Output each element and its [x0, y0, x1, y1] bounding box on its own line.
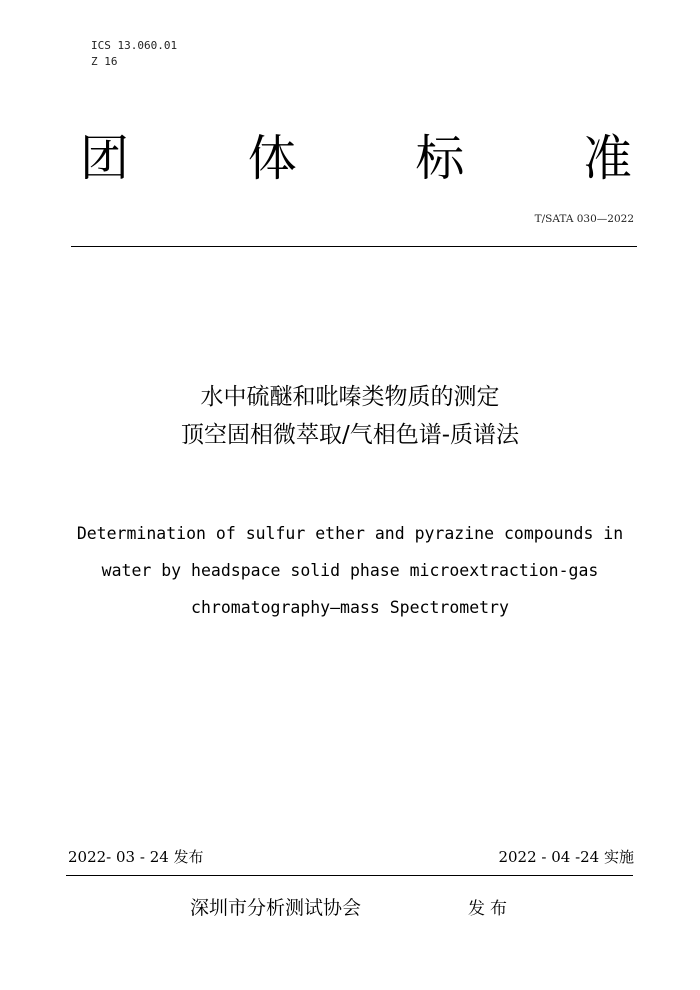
- ccs-code: Z 16: [91, 55, 118, 68]
- standard-type-char: 体: [247, 130, 297, 187]
- english-title-line: Determination of sulfur ether and pyrazine compounds in: [76, 524, 624, 543]
- standard-type-heading: [80, 128, 632, 190]
- issuer-suffix: 发布: [468, 899, 512, 919]
- english-title-line: water by headspace solid phase microextraction-gas: [101, 561, 599, 580]
- implement-date: 2022 - 04 -24 实施: [498, 848, 634, 866]
- footer-divider: [66, 875, 633, 876]
- ics-code: ICS 13.060.01: [91, 39, 178, 52]
- publish-date: 2022- 03 - 24 发布: [68, 848, 204, 866]
- standard-type-char: 准: [582, 130, 632, 187]
- english-title: [0, 515, 700, 626]
- standard-number: T/SATA 030—2022: [534, 213, 634, 225]
- chinese-title-line: 顶空固相微萃取/气相色谱-质谱法: [180, 422, 520, 448]
- classification-codes: [91, 38, 177, 70]
- english-title-line: chromatography–mass Spectrometry: [191, 598, 509, 617]
- issuer-name: 深圳市分析测试协会: [190, 897, 362, 919]
- standard-type-char: 标: [415, 130, 465, 187]
- chinese-title: [0, 378, 700, 454]
- standard-type-char: 团: [80, 130, 130, 187]
- header-divider: [71, 246, 637, 247]
- chinese-title-line: 水中硫醚和吡嗪类物质的测定: [200, 384, 500, 410]
